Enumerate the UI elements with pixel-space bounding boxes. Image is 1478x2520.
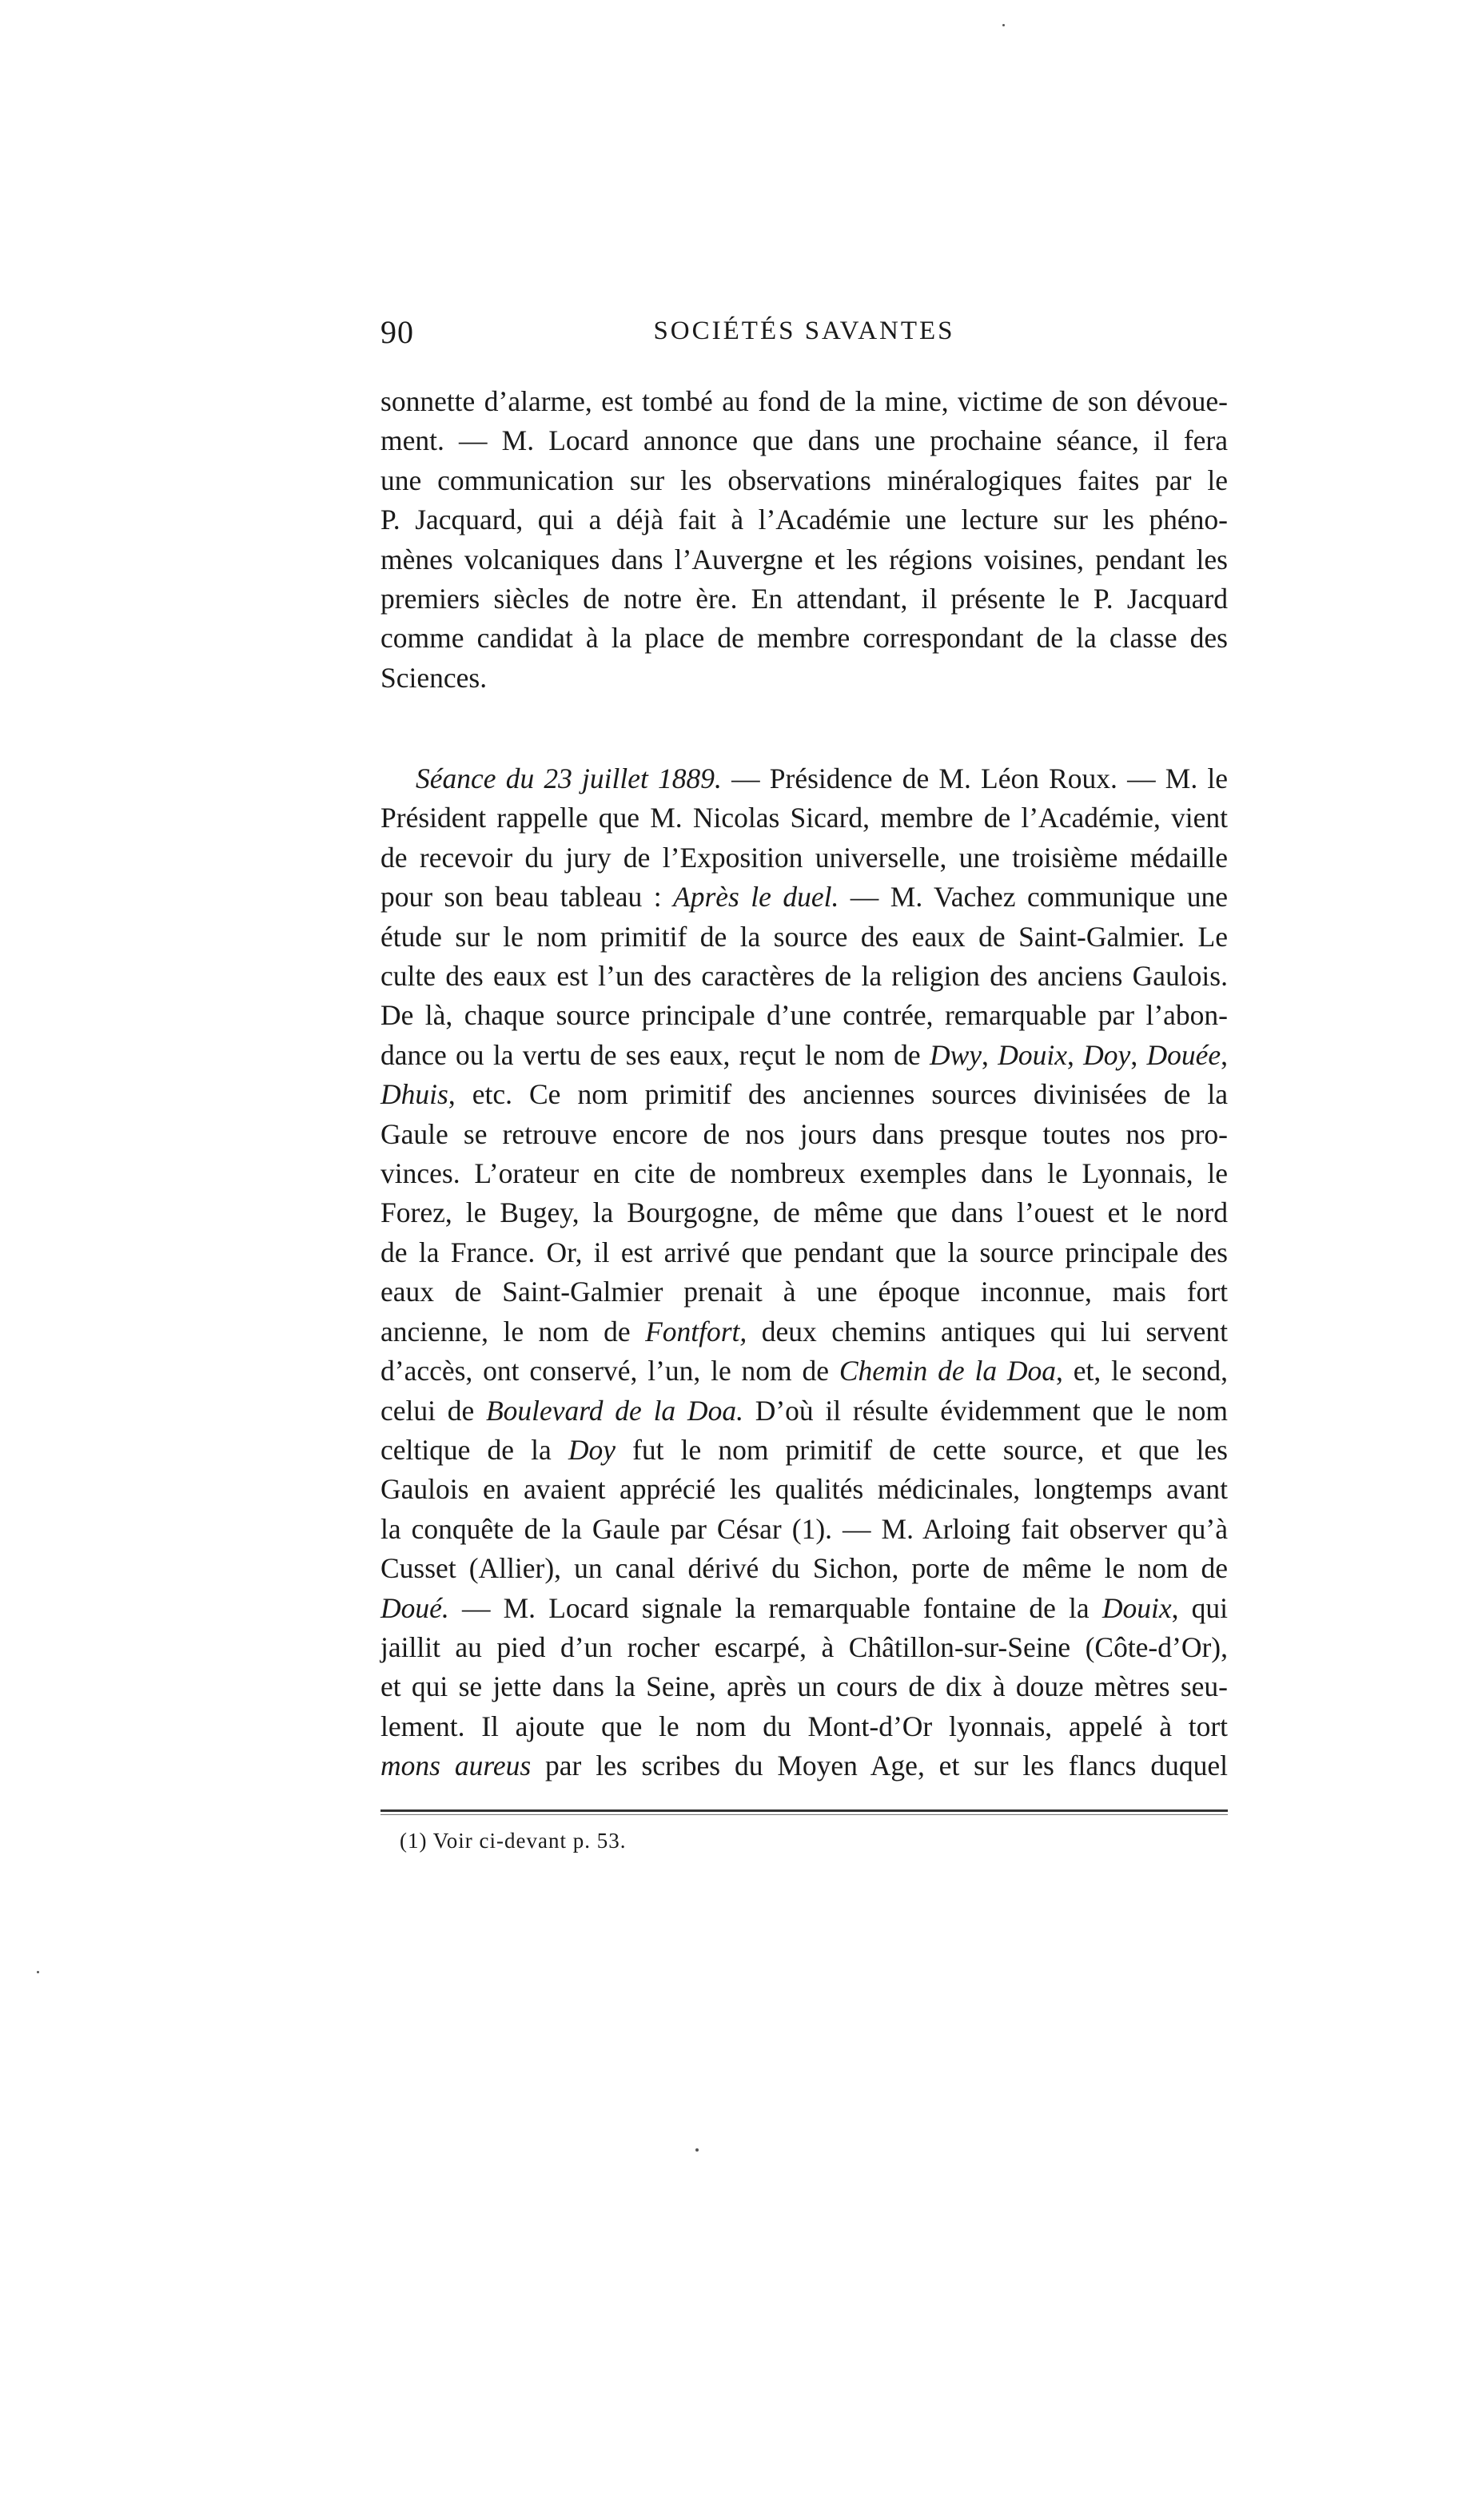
paper-speck [37, 1971, 39, 1973]
text-line: de recevoir du jury de l’Exposition universelle, une troisième médaille [380, 841, 1228, 874]
text-line: Gaule se retrouve encore de nos jours dans presque toutes nos pro- [380, 1117, 1228, 1150]
paragraph-seance [380, 759, 1228, 1786]
text-line: dance ou la vertu de ses eaux, reçut le nom de Dwy, Douix, Doy, Douée, [380, 1038, 1229, 1071]
text-line: ancienne, le nom de Fontfort, deux chemins antiques qui lui servent [380, 1315, 1228, 1348]
text-line: d’accès, ont conservé, l’un, le nom de Chemin de la Doa, et, le second, [380, 1355, 1228, 1387]
running-head [380, 313, 1228, 361]
footnote-divider-thin [380, 1814, 1228, 1815]
text-line: Gaulois en avaient apprécié les qualités médicinales, longtemps avant [380, 1473, 1228, 1506]
text-line: premiers siècles de notre ère. En attendant, il présente le P. Jacquard [380, 583, 1228, 615]
artwork-title: Après le duel. [673, 881, 839, 914]
text-line: mons aureus par les scribes du Moyen Age, et sur les flancs duquel [380, 1750, 1228, 1782]
page-number: 90 [380, 314, 414, 350]
paper-speck [695, 2148, 699, 2152]
footnote: (1) Voir ci-devant p. 53. [400, 1829, 627, 1853]
text-line: de la France. Or, il est arrivé que pendant que la source principale des [380, 1236, 1228, 1268]
text-line: étude sur le nom primitif de la source des eaux de Saint-Galmier. Le [380, 920, 1228, 953]
text-line: lement. Il ajoute que le nom du Mont-d’Or lyonnais, appelé à tort [380, 1710, 1228, 1742]
text-line: Séance du 23 juillet 1889. — Présidence de M. Léon Roux. — M. le [416, 762, 1229, 794]
text-line: mènes volcaniques dans l’Auvergne et les régions voisines, pendant les [380, 543, 1228, 575]
text-line: jaillit au pied d’un rocher escarpé, à Châtillon-sur-Seine (Côte-d’Or), [380, 1630, 1228, 1663]
text-line: pour son beau tableau : Après le duel. — M. Vachez communique une [380, 881, 1228, 914]
text-line: et qui se jette dans la Seine, après un cours de dix à douze mètres seu- [380, 1670, 1228, 1703]
text-line: eaux de Saint-Galmier prenait à une époque inconnue, mais fort [380, 1276, 1228, 1308]
text-line: De là, chaque source principale d’une contrée, remarquable par l’abon- [380, 999, 1228, 1032]
text-line: celui de Boulevard de la Doa. D’où il résulte évidemment que le nom [380, 1394, 1228, 1427]
text-line: celtique de la Doy fut le nom primitif de cette source, et que les [380, 1433, 1228, 1466]
text-line: Doué. — M. Locard signale la remarquable fontaine de la Douix, qui [380, 1591, 1228, 1624]
text-line: sonnette d’alarme, est tombé au fond de la mine, victime de son dévoue- [380, 385, 1228, 417]
text-line: Forez, le Bugey, la Bourgogne, de même que dans l’ouest et le nord [380, 1196, 1228, 1229]
text-line: la conquête de la Gaule par César (1). — M. Arloing fait observer qu’à [380, 1512, 1228, 1545]
seance-date: Séance du 23 juillet 1889. [416, 762, 722, 794]
paper-speck [1002, 24, 1005, 26]
footnote-divider [380, 1809, 1228, 1812]
text-line: Président rappelle que M. Nicolas Sicard, membre de l’Académie, vient [380, 802, 1228, 834]
text-line: P. Jacquard, qui a déjà fait à l’Académie une lecture sur les phéno- [380, 504, 1228, 536]
text-line: vinces. L’orateur en cite de nombreux exemples dans le Lyonnais, le [380, 1157, 1228, 1190]
text-line: Sciences. [380, 661, 488, 694]
paragraph-continuation [380, 382, 1228, 698]
running-title: SOCIÉTÉS SAVANTES [653, 316, 955, 345]
text-line: culte des eaux est l’un des caractères de la religion des anciens Gaulois. [380, 960, 1228, 993]
text-line: une communication sur les observations minéralogiques faites par le [380, 464, 1228, 496]
text-line: Cusset (Allier), un canal dérivé du Sichon, porte de même le nom de [380, 1552, 1228, 1585]
text-line: comme candidat à la place de membre correspondant de la classe des [380, 622, 1228, 655]
text-line: ment. — M. Locard annonce que dans une prochaine séance, il fera [380, 424, 1228, 457]
text-line: Dhuis, etc. Ce nom primitif des anciennes sources divinisées de la [380, 1078, 1228, 1111]
